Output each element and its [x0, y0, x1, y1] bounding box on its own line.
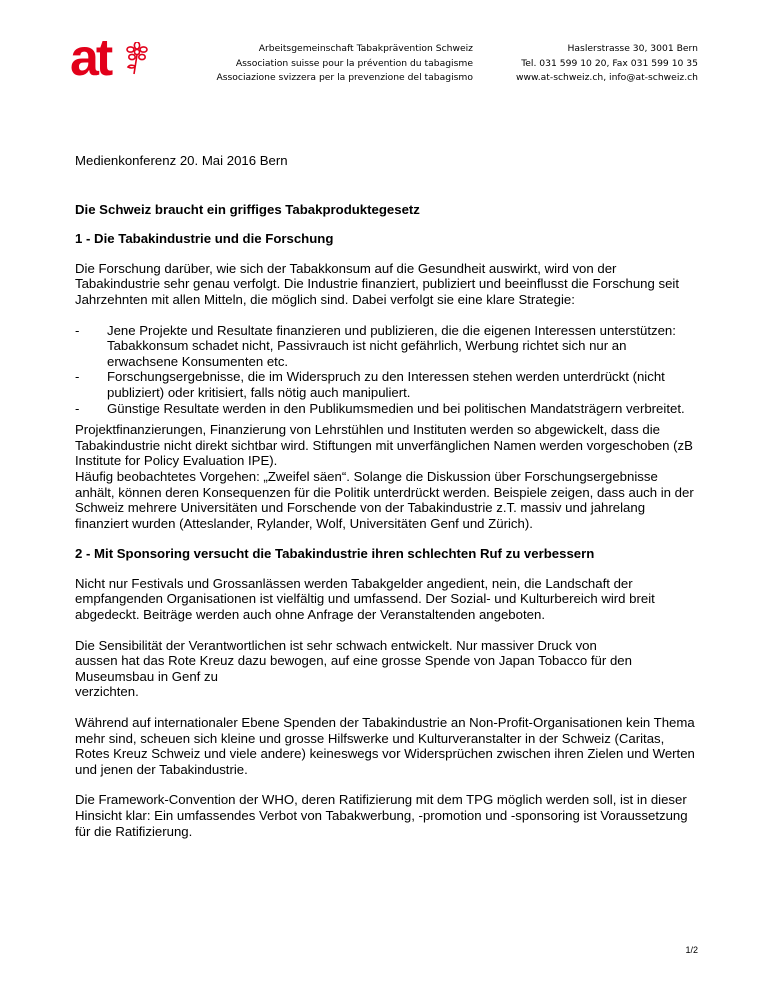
org-name-fr: Association suisse pour la prévention du tabagisme: [235, 57, 473, 69]
section-2-paragraph-3: Während auf internationaler Ebene Spenden der Tabakindustrie an Non-Profit-Organisationen kein Thema mehr sind, scheuen sich kleine und grosse Hilfswerke und Kulturveranstalter in der Schweiz (Caritas, Rotes Kreuz Schweiz und viele andere) keineswegs vor Widersprüchen zwischen ihren Zielen und Werten und jenen der Tabakindustrie.: [75, 715, 695, 777]
contact-block: [516, 42, 698, 86]
section-1-heading: 1 - Die Tabakindustrie und die Forschung: [75, 231, 334, 247]
address: Haslerstrasse 30, 3001 Bern: [567, 43, 698, 54]
section-2-paragraph-2a: Die Sensibilität der Verantwortlichen ist sehr schwach entwickelt. Nur massiver Druck von aussen hat das Rote Kreuz dazu bewogen, auf eine grosse Spende von Japan Tobacco für den Museumsbau in Genf zu: [75, 637, 632, 684]
list-item: - Forschungsergebnisse, die im Widerspruch zu den Interessen stehen werden unterdrückt (nicht publiziert) oder kritisiert, falls nötig auch manipuliert.: [75, 369, 695, 400]
page-number: 1/2: [685, 945, 698, 955]
document-body: [75, 153, 695, 854]
section-2-paragraph-2b: verzichten.: [75, 684, 139, 700]
section-2-paragraph-1: Nicht nur Festivals und Grossanlässen werden Tabakgelder angedient, nein, die Landschaft der empfangenden Organisationen ist vielfältig und umfassend. Der Sozial- und Kulturbereich wird breit abgedeckt. Beiträge werden auch ohne Anfrage der Veranstaltenden angeboten.: [75, 575, 655, 623]
organization-names: [216, 42, 473, 86]
phone-fax: Tel. 031 599 10 20, Fax 031 599 10 35: [521, 57, 698, 69]
section-2-paragraph-4: Die Framework-Convention der WHO, deren Ratifizierung mit dem TPG möglich werden soll, ist in dieser Hinsicht klar: Ein umfassendes Verbot von Tabakwerbung, -promotion und -sponsoring ist Voraussetzung für die Ratifizierung.: [75, 792, 688, 839]
list-item: - Jene Projekte und Resultate finanzieren und publizieren, die die eigenen Interessen unterstützen: Tabakkonsum schadet nicht, Passivrauch ist nicht gefährlich, Werbung richtet sich nur an erwachsene Konsumenten etc.: [75, 323, 695, 370]
list-item: - Günstige Resultate werden in den Publikumsmedien und bei politischen Mandatsträgern verbreitet.: [75, 401, 695, 417]
section-1-intro: Die Forschung darüber, wie sich der Tabakkonsum auf die Gesundheit auswirkt, wird von der Tabakindustrie sehr genau verfolgt. Die Industrie finanziert, publiziert und beeinflusst die Forschung seit Jahrzehnten mit allen Mitteln, die möglich sind. Dabei verfolgt sie eine klare Strategie:: [75, 260, 680, 307]
section-1-closing-1: Projektfinanzierungen, Finanzierung von Lehrstühlen und Instituten werden so abgewickelt, dass die Tabakindustrie nicht direkt sichtbar wird. Stiftungen mit unverfänglichen Namen werden vorgeschoben (zB Institute for Policy Evaluation IPE).: [75, 422, 693, 469]
logo-text: at: [70, 29, 111, 87]
strategy-list: [75, 323, 695, 417]
web-email: www.at-schweiz.ch, info@at-schweiz.ch: [516, 72, 698, 83]
flower-icon: [122, 42, 152, 76]
section-2-heading: 2 - Mit Sponsoring versucht die Tabakindustrie ihren schlechten Ruf zu verbessern: [75, 546, 595, 562]
document-title: Die Schweiz braucht ein griffiges Tabakproduktegesetz: [75, 201, 420, 217]
org-name-it: Associazione svizzera per la prevenzione del tabagismo: [216, 72, 473, 83]
org-name-de: Arbeitsgemeinschaft Tabakprävention Schweiz: [258, 43, 473, 54]
meeting-line: Medienkonferenz 20. Mai 2016 Bern: [75, 153, 288, 168]
organization-logo: [70, 29, 160, 88]
section-1-closing-2: Häufig beobachtetes Vorgehen: „Zweifel säen“. Solange die Diskussion über Forschungsergebnisse anhält, können deren Konsequenzen für die Politik unterdrückt werden. Beispiele zeigen, dass auch in der Schweiz mehrere Universitäten und Forschende von der Tabakindustrie z.T. massiv und jahrelang finanziert wurden (Atteslander, Rylander, Wolf, Universitäten Genf und Zürich).: [75, 468, 694, 531]
